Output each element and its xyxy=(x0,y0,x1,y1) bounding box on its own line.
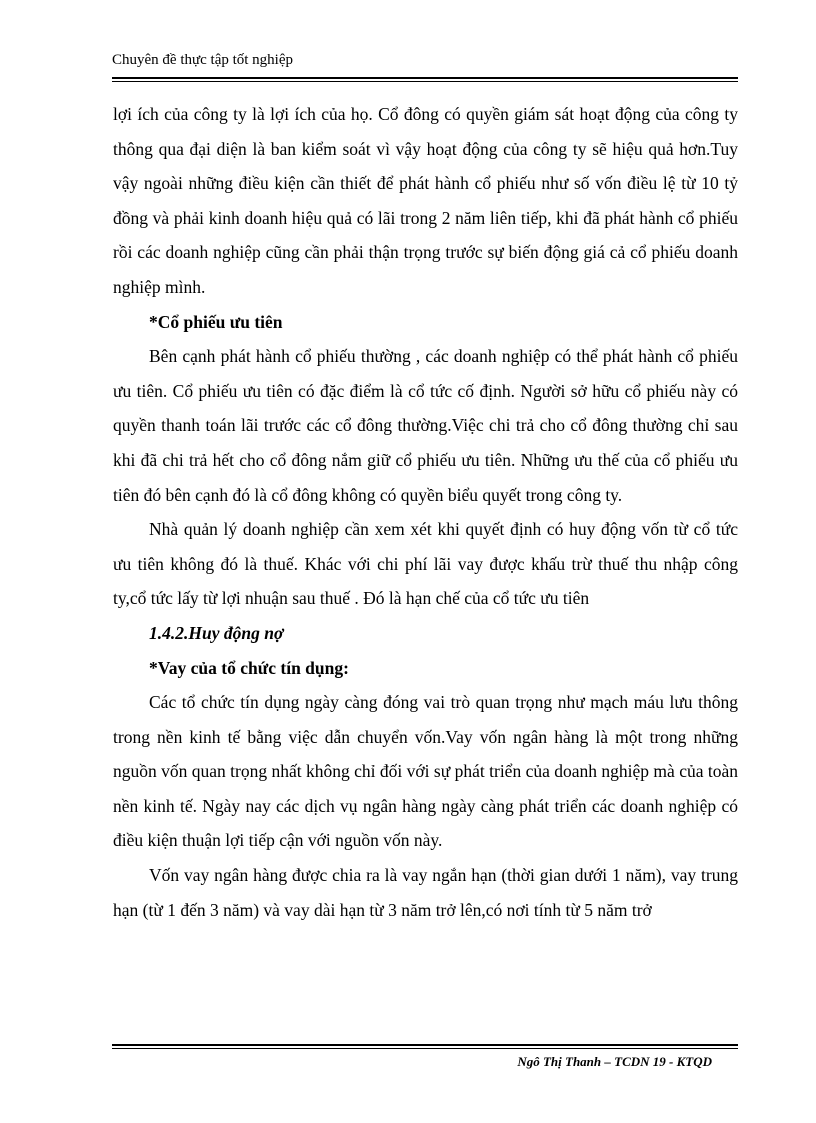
footer-rule-top xyxy=(112,1044,738,1046)
page-footer-author: Ngô Thị Thanh – TCDN 19 - KTQD xyxy=(517,1054,712,1069)
paragraph-credit-2: Vốn vay ngân hàng được chia ra là vay ngắn hạn (thời gian dưới 1 năm), vay trung hạn (từ 1 đến 3 năm) và vay dài hạn từ 3 năm trở lên,có nơi tính từ 5 năm trở xyxy=(113,865,738,920)
header-rule-top xyxy=(112,77,738,79)
heading-credit-loans: *Vay của tổ chức tín dụng: xyxy=(149,657,349,678)
document-body xyxy=(113,97,738,927)
header-rule-bottom xyxy=(112,81,738,82)
section-heading-debt: 1.4.2.Huy động nợ xyxy=(149,622,284,643)
footer-rule-bottom xyxy=(112,1048,738,1049)
paragraph-preferred-2: Nhà quản lý doanh nghiệp cần xem xét khi quyết định có huy động vốn từ cổ tức ưu tiên không đó là thuế. Khác với chi phí lãi vay được khấu trừ thuế thu nhập công ty,cổ tức lấy từ lợi nhuận sau thuế . Đó là hạn chế của cổ tức ưu tiên xyxy=(113,519,738,609)
page-header-title: Chuyên đề thực tập tốt nghiệp xyxy=(112,52,294,68)
paragraph-preferred-1: Bên cạnh phát hành cổ phiếu thường , các doanh nghiệp có thể phát hành cổ phiếu ưu tiên. Cổ phiếu ưu tiên có đặc điểm là cổ tức cố định. Người sở hữu cổ phiếu này có quyền thanh toán lãi trước các cổ đông thường.Việc chi trả cho cổ đông thường chỉ sau khi đã chi trả hết cho cổ đông nắm giữ cổ phiếu ưu tiên. Những ưu thế của cổ phiếu ưu tiên đó bên cạnh đó là cổ đông không có quyền biểu quyết trong công ty. xyxy=(113,346,738,505)
paragraph-continuation: lợi ích của công ty là lợi ích của họ. Cổ đông có quyền giám sát hoạt động của công ty thông qua đại diện là ban kiểm soát vì vậy hoạt động của công ty sẽ hiệu quả hơn.Tuy vậy ngoài những điều kiện cần thiết để phát hành cổ phiếu như số vốn điều lệ từ 10 tỷ đồng và phải kinh doanh hiệu quả có lãi trong 2 năm liên tiếp, khi đã phát hành cổ phiếu rồi các doanh nghiệp cũng cần phải thận trọng trước sự biến động giá cả cổ phiếu doanh nghiệp mình. xyxy=(113,104,738,297)
paragraph-credit-1: Các tổ chức tín dụng ngày càng đóng vai trò quan trọng như mạch máu lưu thông trong nền kinh tế bằng việc dẫn chuyển vốn.Vay vốn ngân hàng là một trong những nguồn vốn quan trọng nhất không chỉ đối với sự phát triển của doanh nghiệp mà của toàn nền kinh tế. Ngày nay các dịch vụ ngân hàng ngày càng phát triển các doanh nghiệp có điều kiện thuận lợi tiếp cận với nguồn vốn này. xyxy=(113,692,738,851)
heading-preferred-stock: *Cổ phiếu ưu tiên xyxy=(149,311,283,332)
